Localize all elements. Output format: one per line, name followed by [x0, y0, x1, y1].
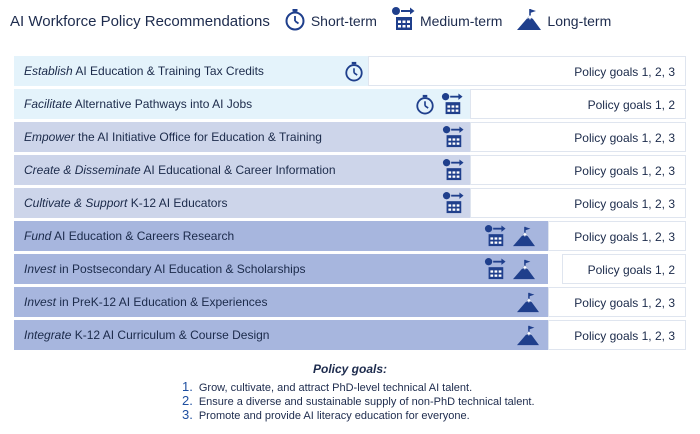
term-icons — [344, 56, 364, 86]
policy-goals-cell: Policy goals 1, 2, 3 — [470, 188, 686, 218]
recommendation-label: Invest in PreK-12 AI Education & Experiences — [24, 295, 268, 309]
policy-goals-cell: Policy goals 1, 2, 3 — [548, 287, 686, 317]
stopwatch-icon — [284, 7, 306, 36]
calendar-arrow-icon — [441, 92, 463, 116]
policy-goal-item — [182, 380, 535, 394]
calendar-arrow-icon — [484, 224, 506, 248]
calendar-arrow-icon — [484, 257, 506, 281]
policy-goal-item — [182, 394, 535, 408]
term-icons — [415, 89, 463, 119]
recommendation-row — [14, 287, 686, 317]
legend-short-term — [284, 7, 377, 36]
recommendation-row — [14, 320, 686, 350]
goal-text: Promote and provide AI literacy education for everyone. — [198, 410, 470, 422]
mountain-flag-icon — [516, 7, 542, 36]
legend-long-term — [516, 7, 611, 36]
policy-goals-cell: Policy goals 1, 2, 3 — [470, 122, 686, 152]
legend-medium-term — [391, 6, 502, 37]
recommendation-row — [14, 254, 686, 284]
policy-goals-cell: Policy goals 1, 2 — [562, 254, 686, 284]
policy-goals-cell: Policy goals 1, 2, 3 — [368, 56, 686, 86]
recommendation-label: Invest in Postsecondary AI Education & Scholarships — [24, 262, 306, 276]
policy-goals-cell: Policy goals 1, 2, 3 — [548, 221, 686, 251]
policy-goals-list — [182, 380, 535, 422]
term-icons — [516, 320, 540, 350]
recommendation-label: Establish AI Education & Training Tax Credits — [24, 64, 264, 78]
recommendation-row — [14, 188, 686, 218]
calendar-arrow-icon — [442, 125, 464, 149]
stopwatch-icon — [344, 60, 364, 82]
recommendation-label: Fund AI Education & Careers Research — [24, 229, 235, 243]
term-icons — [484, 221, 536, 251]
recommendation-row — [14, 56, 686, 86]
mountain-flag-icon — [512, 258, 536, 280]
recommendation-label: Facilitate Alternative Pathways into AI Jobs — [24, 97, 253, 111]
policy-goals-section — [0, 362, 700, 422]
policy-goals-cell: Policy goals 1, 2 — [470, 89, 686, 119]
goal-number: 3. — [182, 407, 193, 422]
policy-goal-item — [182, 408, 535, 422]
recommendation-row — [14, 221, 686, 251]
policy-goals-cell: Policy goals 1, 2, 3 — [470, 155, 686, 185]
mountain-flag-icon — [516, 324, 540, 346]
term-icons — [442, 122, 464, 152]
goal-number: 1. — [182, 379, 193, 394]
recommendation-row — [14, 122, 686, 152]
goal-number: 2. — [182, 393, 193, 408]
goal-text: Grow, cultivate, and attract PhD-level technical AI talent. — [198, 382, 473, 394]
recommendation-label: Create & Disseminate AI Educational & Career Information — [24, 163, 336, 177]
mountain-flag-icon — [516, 291, 540, 313]
calendar-arrow-icon — [442, 158, 464, 182]
recommendation-label: Integrate K-12 AI Curriculum & Course Design — [24, 328, 270, 342]
term-icons — [516, 287, 540, 317]
recommendation-row — [14, 155, 686, 185]
legend-label-long-term: Long-term — [547, 13, 612, 29]
term-icons — [442, 188, 464, 218]
calendar-arrow-icon — [442, 191, 464, 215]
recommendation-row — [14, 89, 686, 119]
page-title: AI Workforce Policy Recommendations — [10, 12, 270, 30]
header — [10, 6, 611, 36]
mountain-flag-icon — [512, 225, 536, 247]
policy-goals-title: Policy goals: — [312, 362, 388, 376]
calendar-arrow-icon — [391, 6, 415, 37]
stopwatch-icon — [415, 93, 435, 115]
term-icons — [484, 254, 536, 284]
recommendation-label: Cultivate & Support K-12 AI Educators — [24, 196, 228, 210]
recommendations-list — [14, 56, 686, 353]
legend-label-medium-term: Medium-term — [419, 13, 503, 29]
recommendation-label: Empower the AI Initiative Office for Education & Training — [24, 130, 322, 144]
legend-label-short-term: Short-term — [310, 13, 377, 29]
goal-text: Ensure a diverse and sustainable supply of non-PhD technical talent. — [198, 396, 535, 408]
term-icons — [442, 155, 464, 185]
policy-goals-cell: Policy goals 1, 2, 3 — [548, 320, 686, 350]
